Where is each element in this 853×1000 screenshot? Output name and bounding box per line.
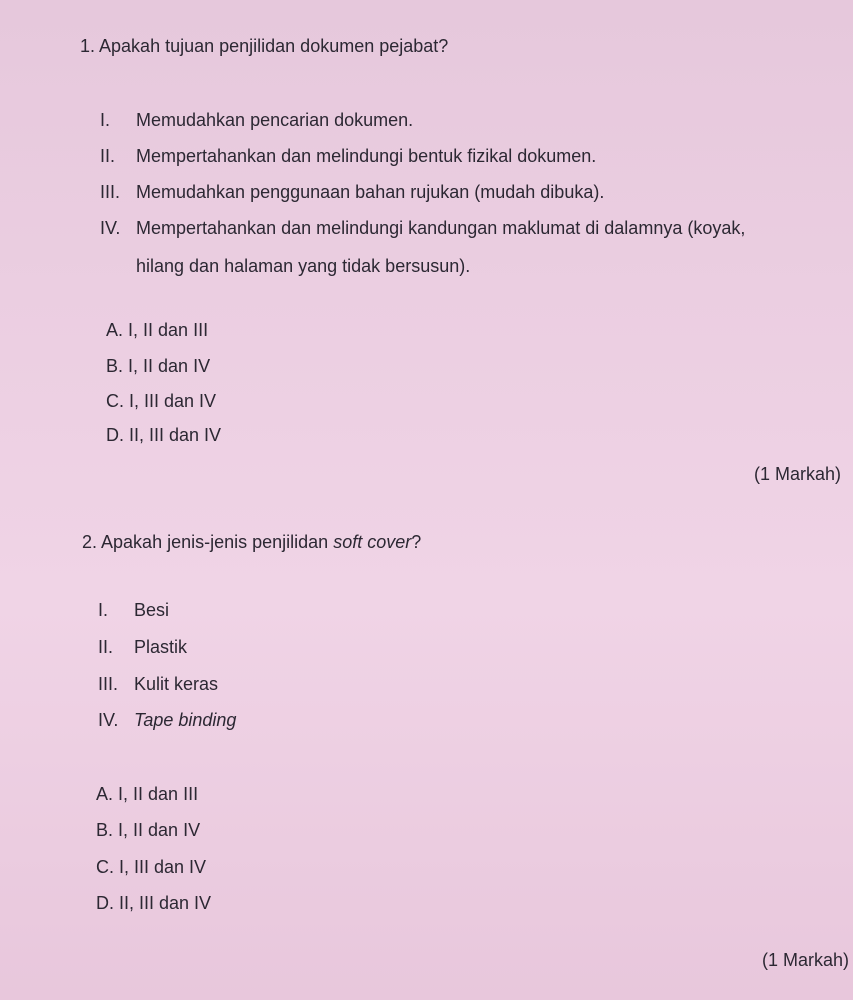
option-text: I, II dan III bbox=[118, 784, 199, 804]
q1-statement-4-continuation: hilang dan halaman yang tidak bersusun). bbox=[136, 256, 471, 276]
option-letter: D. bbox=[106, 425, 124, 445]
q2-statement-3 bbox=[98, 674, 218, 695]
q2-option-b bbox=[96, 820, 200, 841]
statement-number: III. bbox=[98, 674, 119, 694]
statement-text: Mempertahankan dan melindungi kandungan maklumat di dalamnya (koyak, bbox=[136, 218, 746, 238]
q2-option-a bbox=[96, 784, 198, 805]
option-text: I, II dan III bbox=[128, 320, 209, 340]
statement-text: Besi bbox=[134, 600, 170, 620]
option-text: II, III dan IV bbox=[129, 425, 222, 445]
statement-text: Memudahkan pencarian dokumen. bbox=[136, 110, 414, 130]
question-1-title bbox=[80, 36, 448, 57]
question-2-number: 2. bbox=[82, 532, 98, 552]
q1-option-b bbox=[106, 356, 210, 377]
statement-number: IV. bbox=[98, 710, 119, 730]
question-2-text-end: ? bbox=[411, 532, 422, 552]
q1-option-d bbox=[106, 425, 221, 446]
option-letter: D. bbox=[96, 893, 114, 913]
option-text: I, III dan IV bbox=[119, 857, 207, 877]
statement-number: I. bbox=[98, 600, 109, 620]
option-letter: C. bbox=[106, 391, 124, 411]
q1-marks: (1 Markah) bbox=[753, 464, 841, 484]
statement-text: Tape binding bbox=[134, 710, 237, 730]
q2-option-d bbox=[96, 893, 211, 914]
statement-number: II. bbox=[98, 637, 114, 657]
option-text: I, III dan IV bbox=[129, 391, 217, 411]
option-text: II, III dan IV bbox=[119, 893, 212, 913]
q2-statement-2 bbox=[98, 637, 187, 658]
statement-text: Kulit keras bbox=[134, 674, 219, 694]
option-letter: B. bbox=[96, 820, 114, 840]
statement-number: II. bbox=[100, 146, 116, 166]
question-2-text-italic: soft cover bbox=[333, 532, 412, 552]
option-text: I, II dan IV bbox=[118, 820, 201, 840]
question-2-text: Apakah jenis-jenis penjilidan bbox=[101, 532, 334, 552]
q1-statement-2 bbox=[100, 146, 596, 167]
option-letter: B. bbox=[106, 356, 124, 376]
statement-text: Mempertahankan dan melindungi bentuk fizikal dokumen. bbox=[136, 146, 597, 166]
q1-statement-1 bbox=[100, 110, 413, 131]
q2-option-c bbox=[96, 857, 206, 878]
option-letter: C. bbox=[96, 857, 114, 877]
option-letter: A. bbox=[106, 320, 124, 340]
option-text: I, II dan IV bbox=[128, 356, 211, 376]
question-1-number: 1. bbox=[80, 36, 96, 56]
q2-statement-4 bbox=[98, 710, 236, 731]
statement-number: IV. bbox=[100, 218, 121, 238]
statement-number: I. bbox=[100, 110, 111, 130]
question-1-text: Apakah tujuan penjilidan dokumen pejabat? bbox=[99, 36, 449, 56]
q1-statement-3 bbox=[100, 182, 604, 203]
q1-statement-4 bbox=[100, 218, 745, 239]
statement-text: Memudahkan penggunaan bahan rujukan (mudah dibuka). bbox=[136, 182, 605, 202]
question-2-title bbox=[82, 532, 421, 553]
option-letter: A. bbox=[96, 784, 114, 804]
statement-number: III. bbox=[100, 182, 121, 202]
q1-option-c bbox=[106, 391, 216, 412]
q2-marks: (1 Markah) bbox=[761, 950, 849, 970]
q2-statement-1 bbox=[98, 600, 169, 621]
q1-option-a bbox=[106, 320, 208, 341]
statement-text: Plastik bbox=[134, 637, 188, 657]
